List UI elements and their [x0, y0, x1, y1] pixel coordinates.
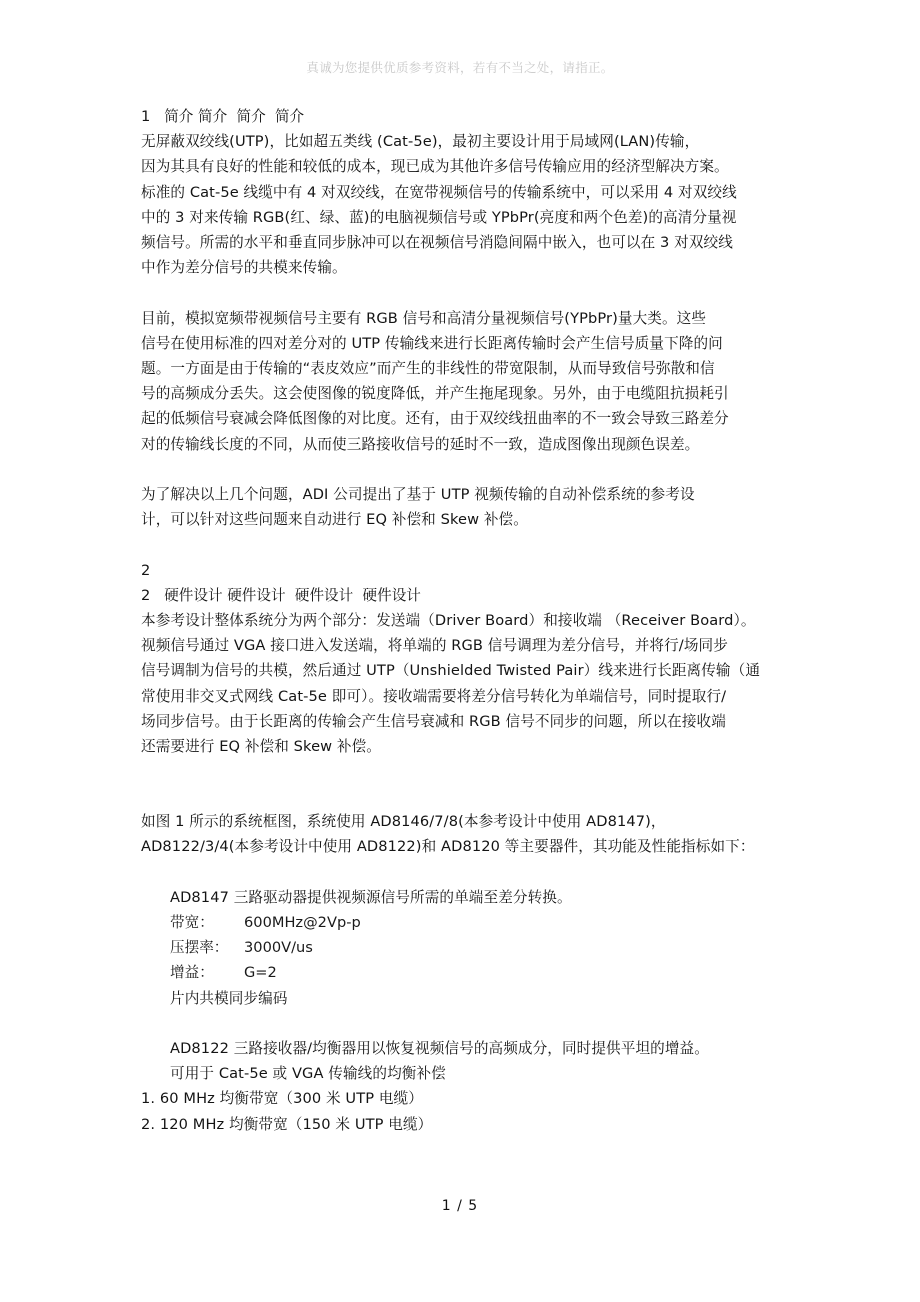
paragraph-spacer: [141, 1011, 801, 1036]
spec-row-gain: [141, 960, 801, 985]
paragraph-line: 信号在使用标准的四对差分对的 UTP 传输线来进行长距离传输时会产生信号质量下降的问: [141, 334, 723, 352]
list-item: 1. 60 MHz 均衡带宽（300 米 UTP 电缆）: [141, 1090, 423, 1108]
paragraph-line: 场同步信号。由于长距离的传输会产生信号衰减和 RGB 信号不同步的问题，所以在接收端: [141, 712, 726, 730]
paragraph-line: 无屏蔽双绞线(UTP)，比如超五类线 (Cat-5e)，最初主要设计用于局域网(LAN)传输，: [141, 133, 700, 151]
chip-ad8147-note: 片内共模同步编码: [170, 989, 288, 1007]
paragraph-line: 目前，模拟宽频带视频信号主要有 RGB 信号和高清分量视频信号(YPbPr)量大类。这些: [141, 309, 707, 327]
paragraph-line: 标准的 Cat-5e 线缆中有 4 对双绞线，在宽带视频信号的传输系统中，可以采用 4 对双绞线: [141, 183, 737, 201]
paragraph-spacer: [141, 280, 801, 305]
spec-label: 带宽：: [170, 914, 214, 932]
paragraph-line: 起的低频信号衰减会降低图像的对比度。还有，由于双绞线扭曲率的不一致会导致三路差分: [141, 410, 729, 428]
paragraph-line: 还需要进行 EQ 补偿和 Skew 补偿。: [141, 738, 382, 756]
paragraph-line: 为了解决以上几个问题，ADI 公司提出了基于 UTP 视频传输的自动补偿系统的参考设: [141, 486, 695, 504]
paragraph-line: 号的高频成分丢失。这会使图像的锐度降低，并产生拖尾现象。另外，由于电缆阻抗损耗引: [141, 385, 729, 403]
page-header-watermark: 真诚为您提供优质参考资料，若有不当之处，请指正。: [306, 60, 614, 75]
list-item: 2. 120 MHz 均衡带宽（150 米 UTP 电缆）: [141, 1115, 433, 1133]
paragraph-line: 中作为差分信号的共模来传输。: [141, 259, 347, 277]
paragraph-spacer: [141, 860, 801, 885]
paragraph-line: 对的传输线长度的不同，从而使三路接收信号的延时不一致，造成图像出现颜色误差。: [141, 435, 700, 453]
paragraph-line: 因为其具有良好的性能和较低的成本，现已成为其他许多信号传输应用的经济型解决方案。: [141, 158, 729, 176]
paragraph-line: 视频信号通过 VGA 接口进入发送端，将单端的 RGB 信号调理为差分信号，并将行/场同步: [141, 637, 728, 655]
paragraph-spacer: [141, 759, 801, 809]
paragraph-line: 频信号。所需的水平和垂直同步脉冲可以在视频信号消隐间隔中嵌入，也可以在 3 对双绞线: [141, 234, 733, 252]
paragraph-line: 常使用非交叉式网线 Cat-5e 即可）。接收端需要将差分信号转化为单端信号，同时提取行/: [141, 687, 727, 705]
paragraph-spacer: [141, 457, 801, 482]
spec-value: 3000V/us: [244, 939, 313, 957]
chip-ad8122-title: AD8122 三路接收器/均衡器用以恢复视频信号的高频成分，同时提供平坦的增益。: [170, 1040, 709, 1058]
paragraph-line: AD8122/3/4(本参考设计中使用 AD8122)和 AD8120 等主要器件，其功能及性能指标如下：: [141, 838, 755, 856]
section-1-heading: 1 简介 简介 简介 简介: [141, 108, 305, 125]
spec-value: G=2: [244, 964, 277, 982]
paragraph-line: 如图 1 所示的系统框图，系统使用 AD8146/7/8(本参考设计中使用 AD8147)，: [141, 813, 666, 831]
spec-label: 压摆率：: [170, 939, 229, 957]
chip-ad8147-title: AD8147 三路驱动器提供视频源信号所需的单端至差分转换。: [170, 888, 572, 906]
paragraph-line: 题。一方面是由于传输的“表皮效应”而产生的非线性的带宽限制，从而导致信号弥散和信: [141, 360, 715, 378]
section-2-orphan-number: 2: [141, 561, 151, 579]
chip-ad8122-subtitle: 可用于 Cat-5e 或 VGA 传输线的均衡补偿: [170, 1065, 446, 1083]
spec-row-slew-rate: [141, 935, 801, 960]
paragraph-line: 本参考设计整体系统分为两个部分：发送端（Driver Board）和接收端 （Receiver Board）。: [141, 612, 756, 630]
paragraph-line: 中的 3 对来传输 RGB(红、绿、蓝)的电脑视频信号或 YPbPr(亮度和两个色差)的高清分量视: [141, 208, 737, 226]
paragraph-line: 计，可以针对这些问题来自动进行 EQ 补偿和 Skew 补偿。: [141, 511, 528, 529]
paragraph-spacer: [141, 532, 801, 557]
document-body: [141, 104, 801, 1137]
paragraph-line: 信号调制为信号的共模，然后通过 UTP（Unshielded Twisted Pair）线来进行长距离传输（通: [141, 662, 761, 680]
spec-label: 增益：: [170, 964, 214, 982]
spec-value: 600MHz@2Vp-p: [244, 914, 361, 932]
spec-row-bandwidth: [141, 910, 801, 935]
page-number-footer: 1 / 5: [441, 1198, 479, 1214]
section-2-heading: 2 硬件设计 硬件设计 硬件设计 硬件设计: [141, 586, 421, 604]
